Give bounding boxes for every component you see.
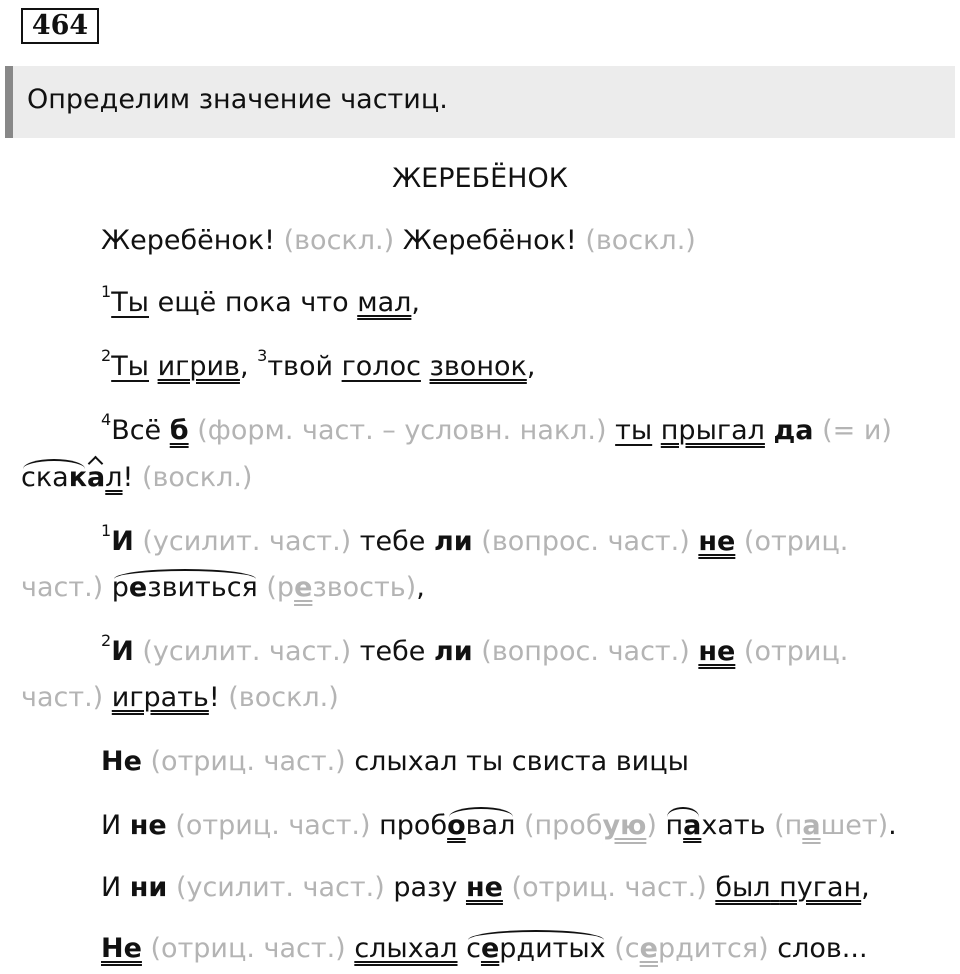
note-particle: част.) [21,682,104,713]
note-particle: част.) [21,572,104,603]
word-part: пуган [779,872,862,903]
poem-title: ЖЕРЕБЁНОК [392,163,568,194]
particle: Не [101,933,142,964]
word: тебе [359,636,426,667]
note-exclamation: (воскл.) [228,682,339,713]
word: Жеребёнок! [402,225,577,256]
predicate: слыхал [354,933,458,964]
subject: Ты [111,351,149,382]
word-part: был [715,872,771,903]
root-mark [21,462,87,493]
particle: да [773,415,814,446]
exercise-number: 464 [21,8,99,44]
check-word [614,933,768,964]
word-part: л [105,462,123,493]
poem-line-5 [21,462,252,493]
poem-line-12 [101,872,870,903]
word: Жеребёнок! [101,225,276,256]
word-part: р [111,572,129,603]
punct: , [416,572,425,603]
word-part: с [466,933,481,964]
punct: ! [208,682,220,713]
predicate: звонок [429,351,527,382]
punct: ! [122,462,134,493]
word: ещё пока что [149,287,358,318]
word [379,810,515,841]
poem-line-6 [101,521,849,557]
word-part: а [683,810,702,841]
word-part: ска [21,462,69,493]
word-part: рдится) [657,933,769,964]
check-word [524,810,657,841]
poem-line-1 [101,225,696,256]
note-particle: (вопрос. част.) [481,636,690,667]
poem-line-11 [101,810,897,841]
word-part: п [665,810,684,841]
particle: И [111,526,134,557]
note-particle: (отриц. [743,526,849,557]
note-particle: (отриц. част.) [150,933,346,964]
punct: , [526,351,536,382]
note-particle: (отриц. част.) [175,810,371,841]
note-particle: (вопрос. част.) [481,526,690,557]
word-part: е [128,572,148,603]
note-particle: (усилит. част.) [142,526,352,557]
sentence-index: 2 [101,346,112,365]
particle: Не [101,746,142,777]
word-part: ) [646,810,657,841]
note-particle: (форм. част. – условн. накл.) [197,415,607,446]
note-particle: (отриц. [743,636,849,667]
note-exclamation: (воскл.) [585,225,696,256]
word: Всё [111,415,170,446]
root-mark [665,810,701,841]
poem-line-3 [101,346,536,382]
predicate: играть [111,682,209,713]
task-banner [5,66,955,138]
particle: не [129,810,167,841]
word [466,933,606,964]
sentence-index: 2 [101,631,112,650]
punct: , [861,872,870,903]
word-part: (с [614,933,640,964]
word: И [101,810,130,841]
root-mark [466,933,606,964]
word-part: ую [602,810,647,841]
subject: ты [615,415,653,446]
word-part: е [480,933,500,964]
predicate [21,462,123,493]
poem-line-4 [101,410,892,446]
particle: ни [129,872,168,903]
word: слов... [777,933,868,964]
poem-line-9 [21,682,339,713]
word: тебе [359,526,426,557]
particle: ли [433,526,473,557]
sentence-index: 4 [101,410,112,429]
task-text: Определим значение частиц. [27,84,448,115]
root-mark [112,572,258,603]
poem-line-2 [101,282,420,318]
word-part: рдитых [499,933,606,964]
particle: не [465,872,503,903]
particle: не [698,636,736,667]
predicate: игрив [157,351,240,382]
word-part: (проб [523,810,603,841]
note-particle: (отриц. част.) [511,872,707,903]
word-part: (р [266,572,295,603]
check-word [774,810,888,841]
word-part: е [639,933,658,964]
predicate: мал [357,287,412,318]
predicate [715,872,861,903]
note-particle: (усилит. част.) [142,636,352,667]
note-particle: (= и) [822,415,892,446]
poem-line-7 [21,572,425,603]
punct: , [239,351,249,382]
note-particle: (отриц. част.) [150,746,346,777]
word-part: о [447,810,466,841]
word-part: хать [701,810,766,841]
particle: б [169,415,189,446]
word-part: (п [774,810,803,841]
word-part: звиться [147,572,258,603]
check-word [266,572,416,603]
particle: не [698,526,736,557]
word [665,810,765,841]
subject: голос [341,351,421,382]
poem-line-13 [101,933,868,964]
sentence-index: 1 [101,282,112,301]
word-part: звость) [312,572,417,603]
poem-line-10 [101,746,689,777]
note-exclamation: (воскл.) [283,225,395,256]
word-part: е [294,572,313,603]
word: твой [267,351,342,382]
root-mark [447,810,515,841]
word-part: проб [379,810,448,841]
subject: Ты [111,287,149,318]
punct: , [411,287,420,318]
predicate [112,572,258,603]
word: разу [393,872,458,903]
note-particle: (усилит. част.) [175,872,385,903]
word: слыхал ты свиста вицы [354,746,689,777]
particle: И [111,636,134,667]
sentence-index: 1 [101,521,112,540]
suffix-mark: а [87,462,106,493]
poem-line-8 [101,631,849,667]
word: И [101,872,130,903]
note-exclamation: (воскл.) [141,462,253,493]
sentence-index: 3 [257,346,268,365]
word-part: шет) [820,810,889,841]
predicate: прыгал [660,415,765,446]
word-part: вал [465,810,516,841]
particle: ли [433,636,473,667]
word-part: к [68,462,88,493]
word-part: а [802,810,821,841]
punct: . [888,810,897,841]
